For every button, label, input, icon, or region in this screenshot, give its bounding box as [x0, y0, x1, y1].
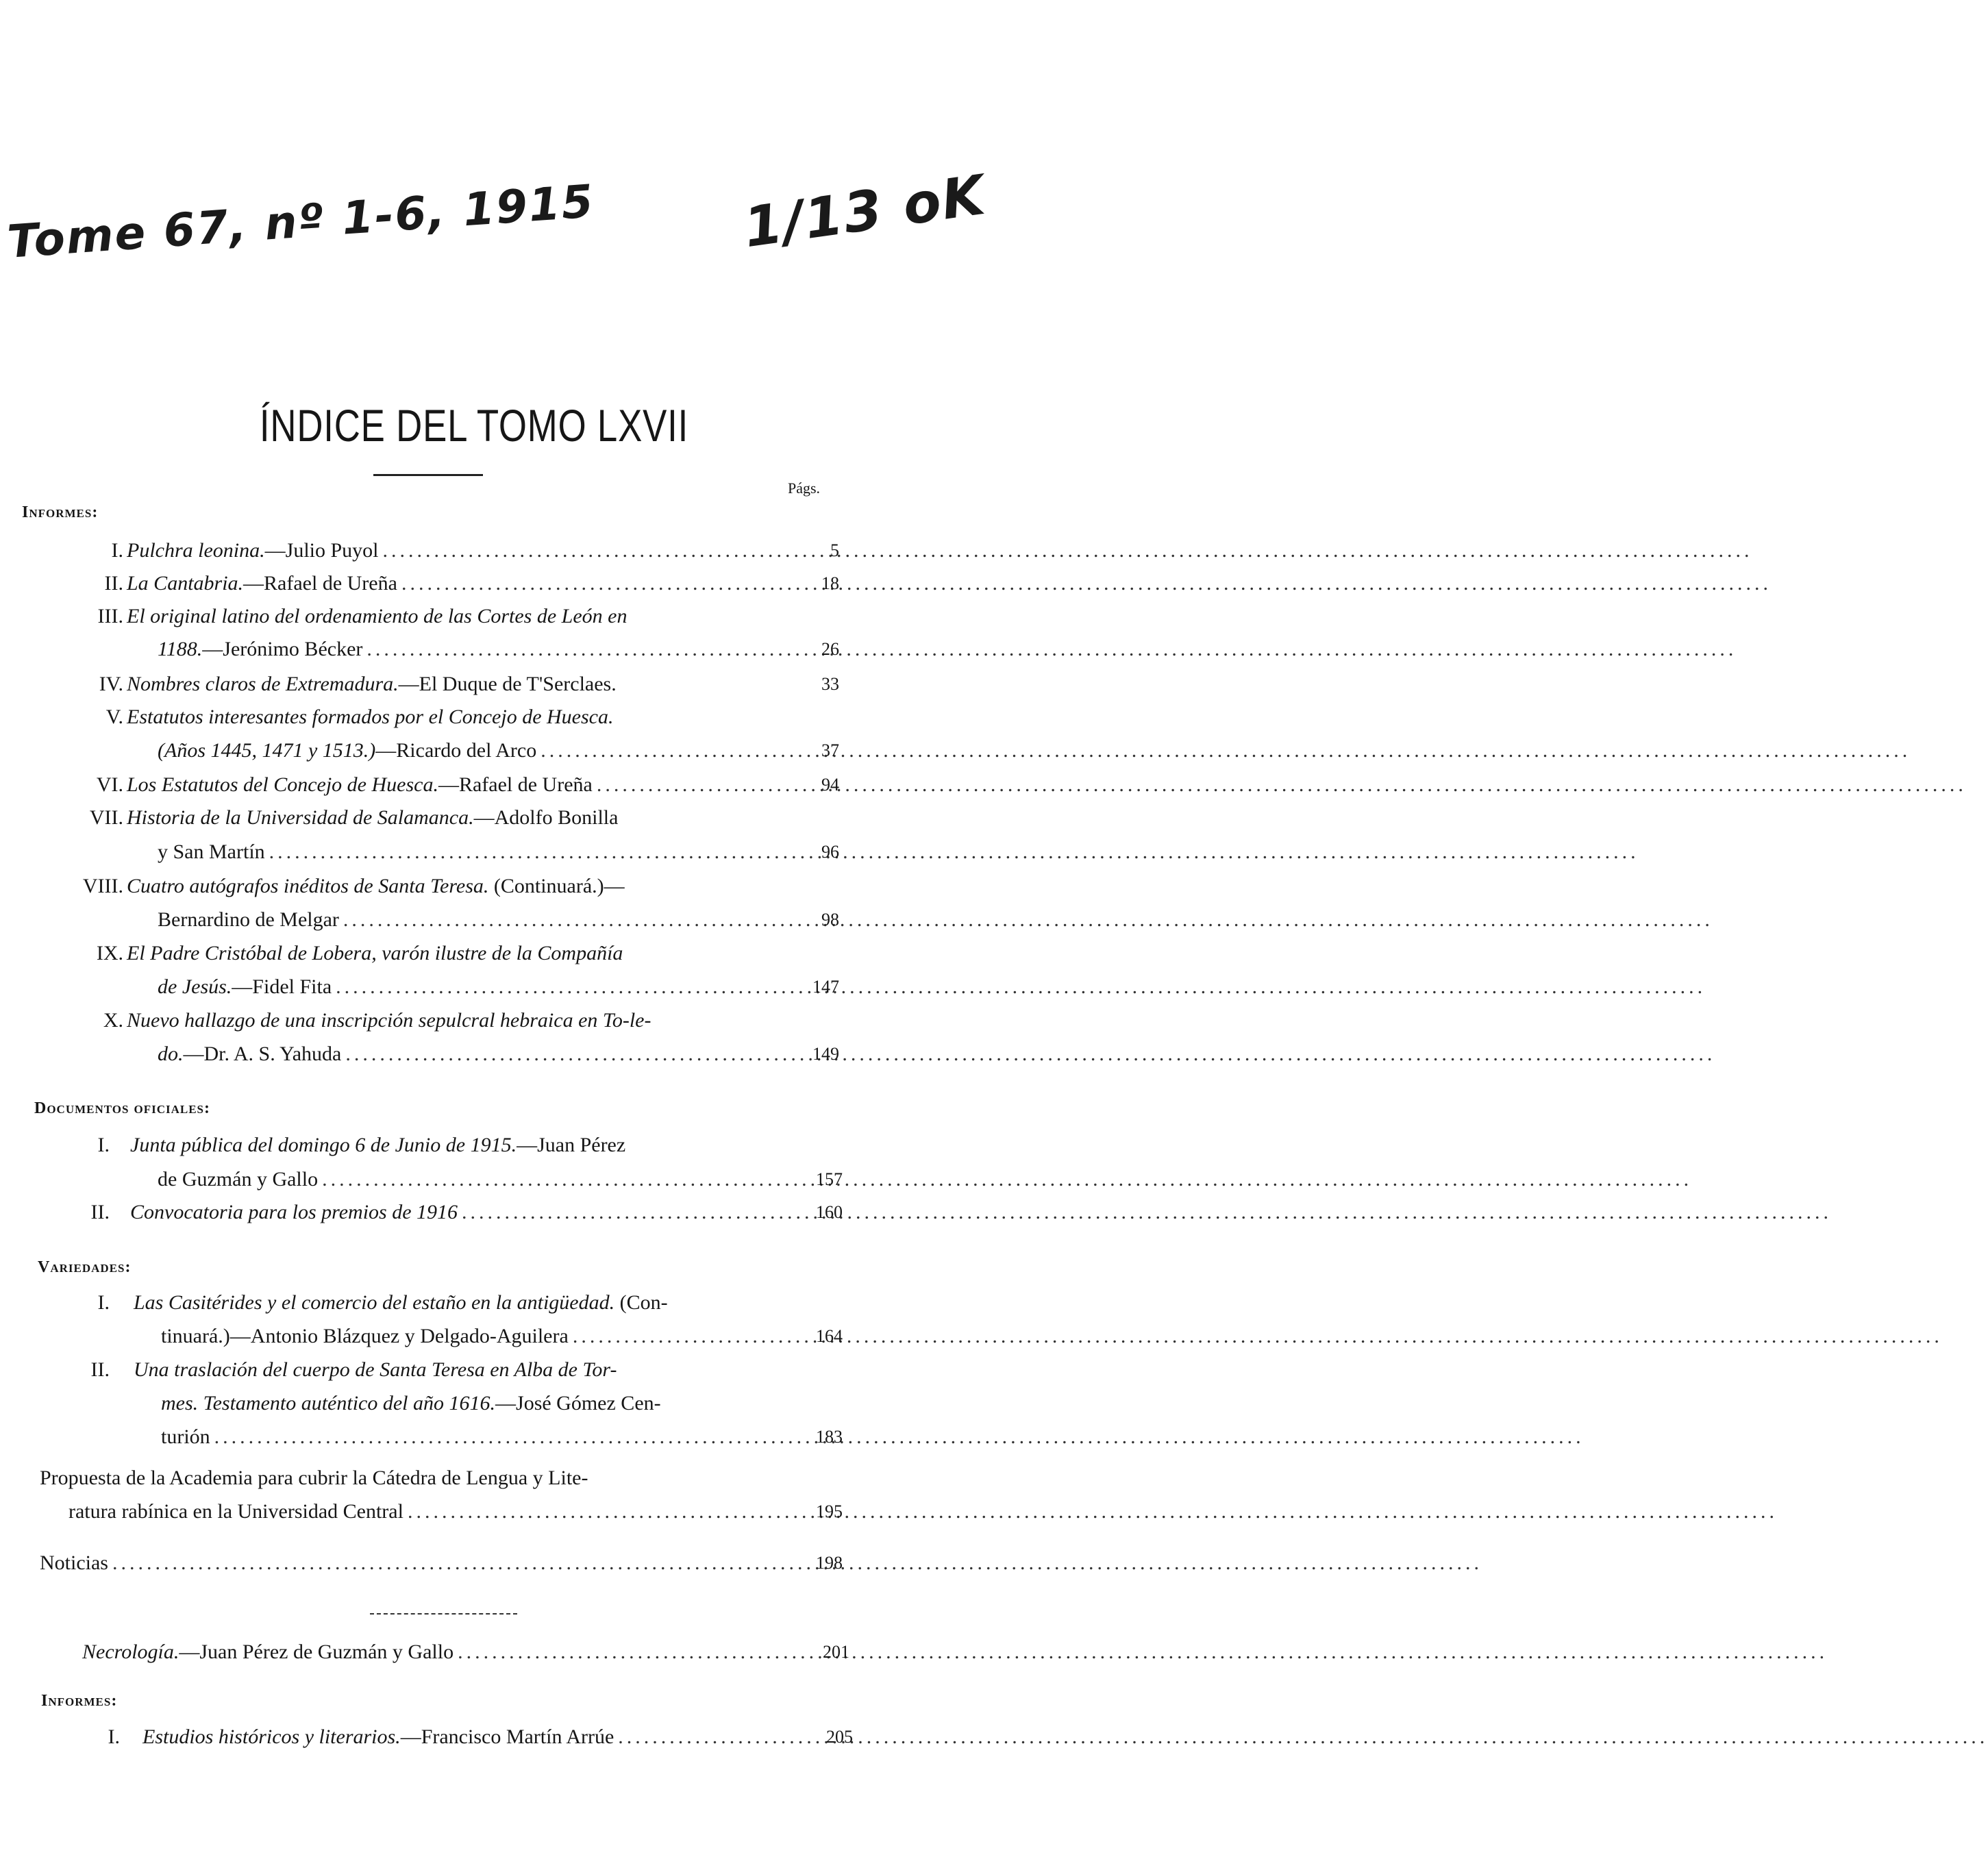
- entry-title: Los Estatutos del Concejo de Huesca.: [127, 773, 438, 796]
- entry-title: Historia de la Universidad de Salamanca.: [127, 806, 474, 829]
- dot-leader: [345, 1039, 1715, 1069]
- entry-author: —José Gómez Cen-: [495, 1392, 661, 1414]
- toc-entry-line: [127, 702, 778, 732]
- entry-author: —Fidel Fita: [232, 975, 332, 998]
- section-divider: [370, 1613, 517, 1615]
- page-number: 5: [830, 540, 839, 560]
- entry-title: Las Casitérides y el comercio del estaño en la antigüedad.: [134, 1291, 615, 1314]
- toc-entry-line: [134, 1288, 784, 1318]
- entry-title: La Cantabria.: [127, 572, 244, 595]
- entry-number: VII.: [89, 806, 123, 829]
- section-heading-variedades: Variedades:: [38, 1258, 132, 1276]
- handwritten-note-check: 1/13 oK: [740, 162, 990, 260]
- entry-author: —Jerónimo Bécker: [202, 638, 363, 660]
- page-number: 37: [821, 740, 839, 760]
- toc-entry: [127, 569, 778, 599]
- dot-leader: [458, 1637, 1828, 1667]
- page-number: 33: [821, 674, 839, 694]
- entry-title-cont: mes. Testamento auténtico del año 1616.: [161, 1392, 496, 1414]
- entry-title: Junta pública del domingo 6 de Junio de 1915.: [130, 1134, 517, 1156]
- toc-entry: [82, 1637, 802, 1667]
- dot-leader: [112, 1548, 1482, 1578]
- page-number: 26: [821, 639, 839, 659]
- entry-author: —Rafael de Ureña: [243, 572, 397, 595]
- entry-number: I.: [97, 1291, 110, 1314]
- entry-author: —Julio Puyol: [264, 539, 379, 562]
- page-number: 205: [826, 1727, 853, 1747]
- toc-entry: [127, 669, 778, 699]
- toc-entry: [40, 1548, 786, 1578]
- toc-entry-line: [134, 1355, 784, 1385]
- entry-number: II.: [90, 1201, 110, 1223]
- entry-title-cont: (Años 1445, 1471 y 1513.): [158, 739, 376, 762]
- entry-title: Noticias: [40, 1551, 108, 1574]
- toc-entry-line: [127, 1006, 778, 1036]
- toc-entry-line: [127, 871, 778, 901]
- entry-number: III.: [97, 605, 123, 627]
- page-number: 18: [821, 573, 839, 593]
- entry-title: Propuesta de la Academia para cubrir la Cátedra de Lengua y Lite-: [40, 1467, 588, 1489]
- toc-entry-continuation: [158, 837, 778, 867]
- page-number: 96: [821, 842, 839, 862]
- entry-title: Una traslación del cuerpo de Santa Teresa en Alba de Tor-: [134, 1358, 617, 1381]
- entry-title-cont: do.: [158, 1043, 184, 1065]
- page-number: 198: [816, 1553, 843, 1573]
- entry-author-cont: y San Martín: [158, 840, 265, 863]
- page-number: 201: [823, 1642, 849, 1662]
- entry-title: Pulchra leonina.: [127, 539, 265, 562]
- page-number: 147: [812, 977, 839, 997]
- entry-title: Estatutos interesantes formados por el Concejo de Huesca.: [127, 706, 614, 728]
- entry-author: —Rafael de Ureña: [438, 773, 593, 796]
- page-number: 183: [816, 1427, 843, 1447]
- entry-author: Bernardino de Melgar: [158, 908, 339, 931]
- entry-number: V.: [105, 706, 123, 728]
- toc-entry-continuation: [158, 1164, 784, 1195]
- entry-author: —Adolfo Bonilla: [473, 806, 619, 829]
- dot-leader: [541, 736, 1911, 766]
- entry-author: —Francisco Martín Arrúe: [400, 1725, 614, 1748]
- entry-number: X.: [103, 1009, 123, 1032]
- entry-note: (Continuará.)—: [488, 875, 625, 897]
- entry-note: (Con-: [614, 1291, 668, 1314]
- entry-title: El original latino del ordenamiento de las Cortes de León en: [127, 605, 628, 627]
- toc-entry-continuation: [161, 1321, 784, 1351]
- toc-entry-continuation: [158, 1039, 778, 1069]
- entry-title: El Padre Cristóbal de Lobera, varón ilustre de la Compañía: [127, 942, 623, 964]
- entry-number: I.: [111, 539, 123, 562]
- toc-entry-continuation: [69, 1497, 786, 1527]
- toc-entry-continuation: [158, 972, 778, 1002]
- toc-entry-continuation: [161, 1422, 784, 1452]
- dot-leader: [214, 1422, 1585, 1452]
- handwritten-note-volume: Tome 67, nº 1-6, 1915: [5, 175, 597, 269]
- dot-leader: [401, 569, 1772, 599]
- toc-entry: [142, 1722, 800, 1752]
- toc-entry-line: [127, 601, 778, 632]
- entry-author: —Ricardo del Arco: [375, 739, 537, 762]
- section-heading-informes-2: Informes:: [41, 1692, 118, 1710]
- dot-leader: [383, 536, 1753, 566]
- page-number: 149: [812, 1044, 839, 1064]
- page-number: 157: [816, 1169, 843, 1189]
- dot-leader: [366, 634, 1737, 664]
- toc-entry-line: [127, 938, 778, 969]
- entry-title: Estudios históricos y literarios.: [142, 1725, 401, 1748]
- section-heading-documentos: Documentos oficiales:: [34, 1099, 210, 1117]
- entry-author: —Juan Pérez de Guzmán y Gallo: [179, 1641, 454, 1663]
- entry-author: —Juan Pérez: [517, 1134, 626, 1156]
- entry-title-cont: ratura rabínica en la Universidad Central: [69, 1500, 403, 1523]
- entry-author: —El Duque de T'Serclaes.: [398, 673, 617, 695]
- entry-title: Nuevo hallazgo de una inscripción sepulcral hebraica en To-le-: [127, 1009, 651, 1032]
- entry-number: I.: [108, 1725, 120, 1748]
- entry-title: Nombres claros de Extremadura.: [127, 673, 399, 695]
- entry-number: VI.: [96, 773, 123, 796]
- entry-title-cont: 1188.: [158, 638, 203, 660]
- toc-entry-continuation: [158, 905, 778, 935]
- toc-entry-continuation: [158, 634, 778, 664]
- dot-leader: [269, 837, 1639, 867]
- entry-author-cont: de Guzmán y Gallo: [158, 1168, 319, 1191]
- entry-number: VIII.: [82, 875, 123, 897]
- dot-leader: [336, 972, 1706, 1002]
- toc-entry: [127, 770, 778, 800]
- toc-entry-line: [127, 803, 778, 833]
- toc-entry-line: [130, 1130, 784, 1160]
- entry-author: —Dr. A. S. Yahuda: [183, 1043, 342, 1065]
- page-title: ÍNDICE DEL TOMO LXVII: [259, 400, 689, 451]
- dot-leader: [462, 1197, 1832, 1227]
- dot-leader: [573, 1321, 1943, 1351]
- toc-entry-continuation: [158, 736, 778, 766]
- entry-title: Cuatro autógrafos inéditos de Santa Teresa.: [127, 875, 489, 897]
- page-number: 195: [816, 1501, 843, 1521]
- entry-title-cont: de Jesús.: [158, 975, 232, 998]
- entry-author: tinuará.)—Antonio Blázquez y Delgado-Aguilera: [161, 1325, 569, 1347]
- toc-entry: [130, 1197, 784, 1227]
- page-number: 164: [816, 1326, 843, 1346]
- entry-title: Convocatoria para los premios de 1916: [130, 1201, 458, 1223]
- toc-entry-line: [40, 1463, 786, 1493]
- entry-title: Necrología.: [82, 1641, 179, 1663]
- entry-number: II.: [104, 572, 123, 595]
- page-number: 94: [821, 775, 839, 795]
- page-number: 160: [816, 1202, 843, 1222]
- entry-number: II.: [90, 1358, 110, 1381]
- entry-number: IV.: [99, 673, 123, 695]
- entry-number: I.: [97, 1134, 110, 1156]
- dot-leader: [322, 1164, 1692, 1195]
- pages-column-label: Págs.: [788, 479, 821, 497]
- toc-entry: [127, 536, 778, 566]
- title-divider: [373, 474, 483, 476]
- dot-leader: [343, 905, 1713, 935]
- toc-entry-continuation: [161, 1388, 784, 1419]
- entry-number: IX.: [96, 942, 123, 964]
- page-number: 98: [821, 910, 839, 930]
- entry-author-cont: turión: [161, 1425, 210, 1448]
- section-heading-informes: Informes:: [22, 503, 99, 521]
- dot-leader: [408, 1497, 1778, 1527]
